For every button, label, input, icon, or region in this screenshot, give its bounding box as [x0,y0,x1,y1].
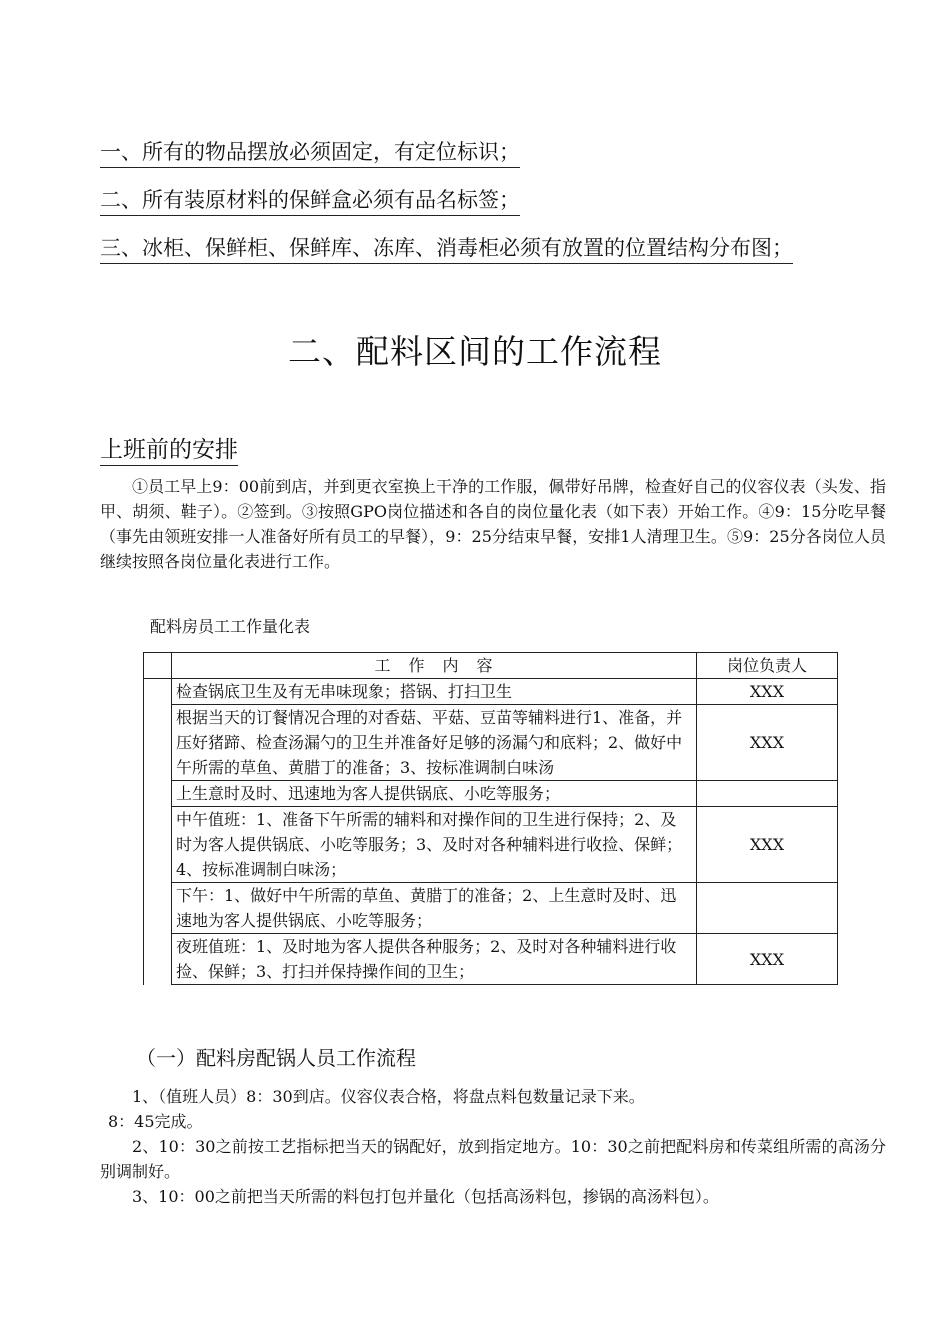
table-row-owner: XXX [697,807,838,883]
table-header-blank [144,653,172,679]
table-row-content: 上生意时及时、迅速地为客人提供锅底、小吃等服务； [172,781,697,807]
table-row [144,679,838,705]
table-row-owner: XXX [697,679,838,705]
work-quantification-table [143,652,838,985]
pre-shift-paragraph: ①员工早上9：00前到店，并到更衣室换上干净的工作服，佩带好吊牌，检查好自己的仪容仪表（头发、指甲、胡须、鞋子）。②签到。③按照GPO岗位描述和各自的岗位量化表（如下表）开始工作。④9：15分吃早餐（事先由领班安排一人准备好所有员工的早餐），9：25分结束早餐，安排1人清理卫生。⑤9：25分各岗位人员继续按照各岗位量化表进行工作。 [100,477,886,571]
rule-item-3: 三、冰柜、保鲜柜、保鲜库、冻库、消毒柜必须有放置的位置结构分布图； [100,234,793,264]
table-header-content: 工 作 内 容 [172,653,697,679]
table-row-owner: XXX [697,705,838,781]
table-header-row [144,653,838,679]
flow-item-1-continued: 8：45完成。 [108,1112,203,1131]
flow-item-1: 1、（值班人员）8：30到店。仪容仪表合格，将盘点料包数量记录下来。 [132,1087,645,1106]
rule-item-1: 一、所有的物品摆放必须固定，有定位标识； [100,138,520,168]
table-row-owner [697,781,838,807]
table-row-owner: XXX [697,934,838,985]
table-row-content: 检查锅底卫生及有无串味现象；搭锅、打扫卫生 [172,679,697,705]
table-row-content: 下午：1、做好中午所需的草鱼、黄腊丁的准备；2、上生意时及时、迅速地为客人提供锅底、小吃等服务； [172,883,697,934]
flow-item-3: 3、10：00之前把当天所需的料包打包并量化（包括高汤料包，掺锅的高汤料包）。 [132,1187,719,1206]
pre-shift-heading: 上班前的安排 [100,435,238,466]
table-row [144,705,838,781]
section-title: 二、配料区间的工作流程 [288,332,662,371]
table-row [144,934,838,985]
table-row-content: 夜班值班：1、及时地为客人提供各种服务；2、及时对各种辅料进行收捡、保鲜；3、打扫并保持操作间的卫生； [172,934,697,985]
table-row-label-cell [144,679,172,985]
table-row [144,781,838,807]
table-row-content: 根据当天的订餐情况合理的对香菇、平菇、豆苗等辅料进行1、准备，并压好猪蹄、检查汤漏勺的卫生并准备好足够的汤漏勺和底料；2、做好中午所需的草鱼、黄腊丁的准备；3、按标准调制白味汤 [172,705,697,781]
flow-item-2: 2、10：30之前按工艺指标把当天的锅配好，放到指定地方。10：30之前把配料房和传菜组所需的高汤分别调制好。 [100,1137,886,1181]
table-row [144,807,838,883]
table-row [144,883,838,934]
flow-title: （一）配料房配锅人员工作流程 [136,1046,416,1070]
table-row-content: 中午值班：1、准备下午所需的辅料和对操作间的卫生进行保持；2、及时为客人提供锅底、小吃等服务；3、及时对各种辅料进行收捡、保鲜；4、按标准调制白味汤； [172,807,697,883]
rule-item-2: 二、所有装原材料的保鲜盒必须有品名标签； [100,186,520,216]
table-header-owner: 岗位负责人 [697,653,838,679]
table-caption: 配料房员工工作量化表 [150,617,311,636]
table-row-owner [697,883,838,934]
